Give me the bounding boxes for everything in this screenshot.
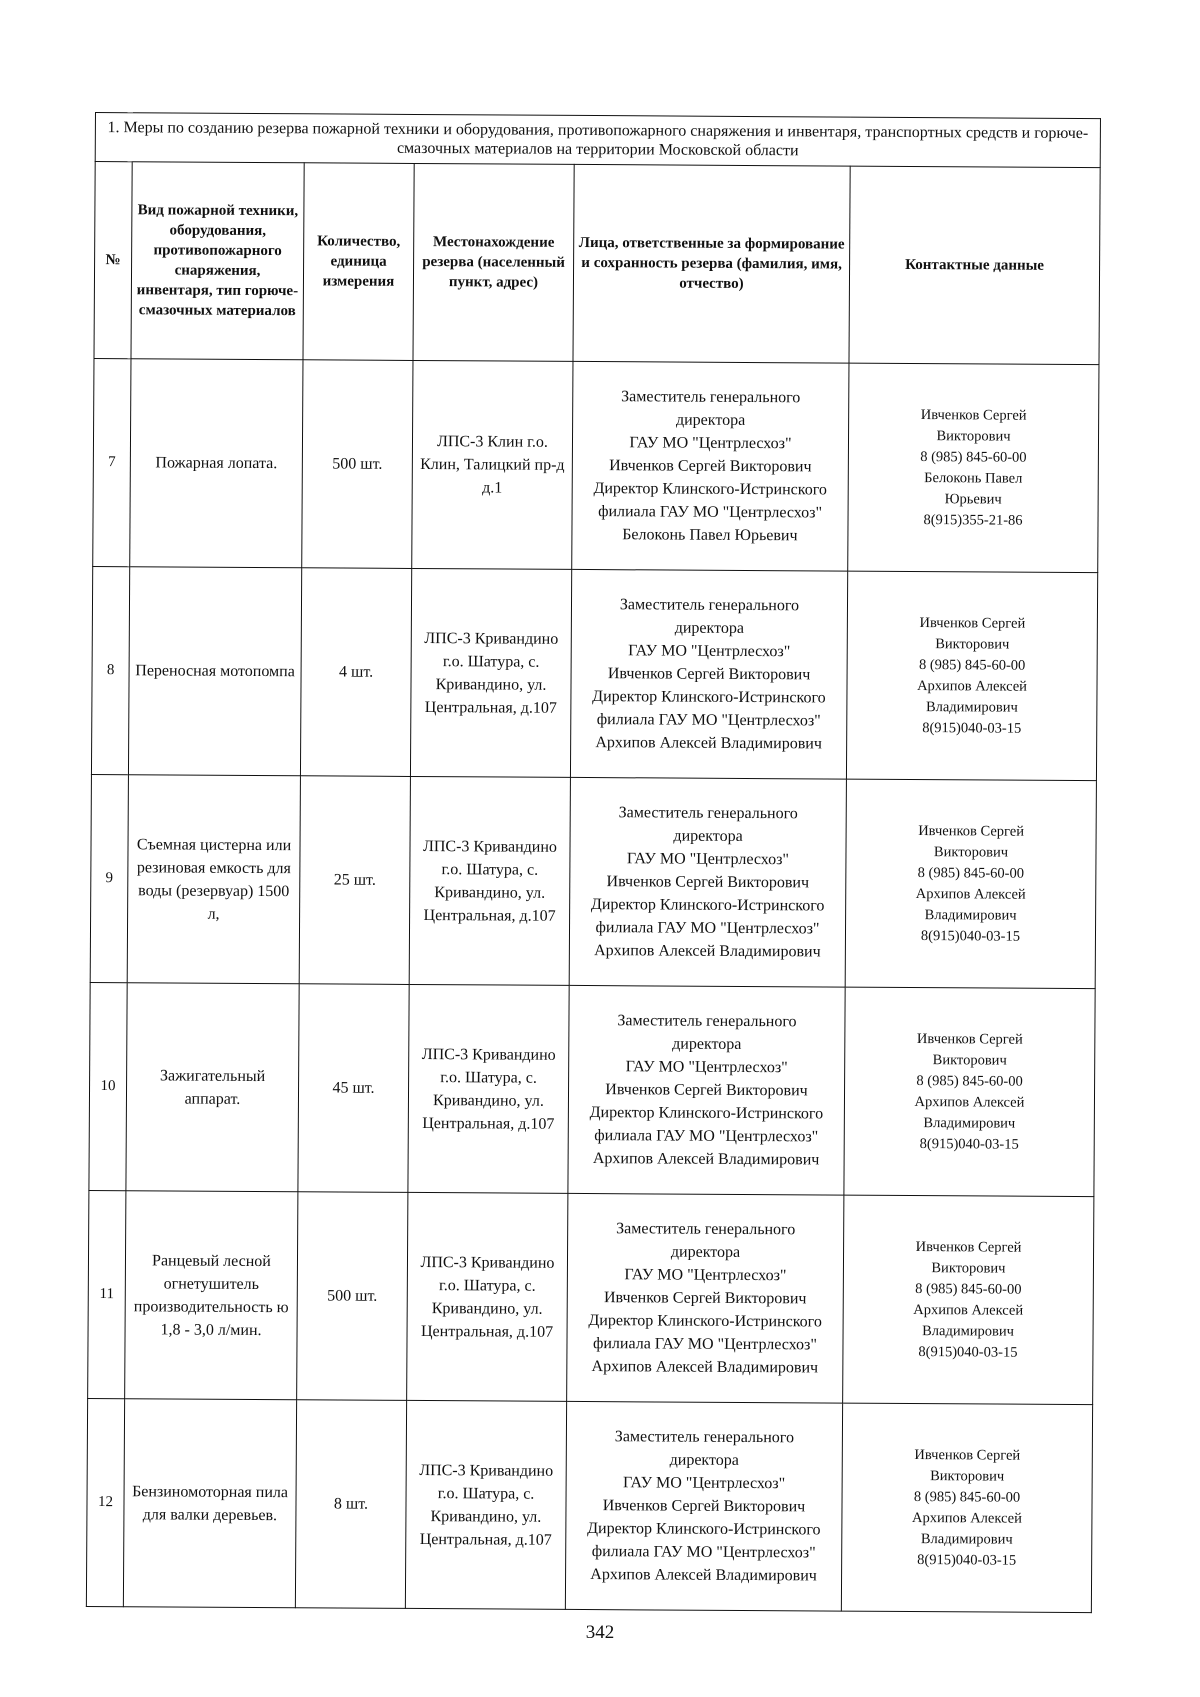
cell-responsible-line: филиала ГАУ МО "Центрлесхоз" (598, 503, 823, 522)
cell-responsible-line: Заместитель генерального (614, 1428, 795, 1447)
header-type: Вид пожарной техники, оборудования, противопожарного снаряжения, инвентаря, тип горюче-смазочных материалов (131, 162, 304, 360)
cell-responsible (565, 1401, 842, 1611)
cell-location: ЛПС-3 Кривандино г.о. Шатура, с. Кривандино, ул. Центральная, д.107 (410, 568, 571, 777)
cell-contacts-line: Белоконь Павел (924, 469, 1023, 487)
cell-contacts-line: 8 (985) 845-60-00 (913, 1488, 1021, 1506)
cell-contacts-line: 8 (985) 845-60-00 (916, 1072, 1023, 1090)
cell-type: Зажигательный аппарат. (126, 983, 299, 1192)
header-responsible: Лица, ответственные за формирование и сохранность резерва (фамилия, имя, отчество) (573, 164, 850, 363)
cell-contacts-line: 8(915)040-03-15 (918, 1343, 1018, 1361)
table-row (90, 774, 1096, 988)
cell-type: Съемная цистерна или резиновая емкость для воды (резервуар) 1500 л, (127, 775, 300, 984)
cell-responsible-line: директора (674, 619, 745, 637)
table-body (86, 358, 1099, 1612)
cell-contacts-line: Архипов Алексей (911, 1509, 1022, 1527)
cell-responsible-line: директора (669, 1451, 739, 1469)
cell-responsible-line: Заместитель генерального (618, 804, 798, 823)
cell-contacts (846, 571, 1097, 781)
cell-contacts-line: 8 (985) 845-60-00 (918, 656, 1026, 674)
cell-contacts-line: Ивченков Сергей (914, 1446, 1021, 1464)
cell-contacts-line: Архипов Алексей (913, 1301, 1024, 1319)
cell-contacts-line: Архипов Алексей (917, 677, 1027, 695)
cell-type: Переносная мотопомпа (128, 567, 301, 776)
cell-quantity: 25 шт. (299, 776, 410, 985)
cell-responsible (572, 361, 849, 571)
cell-responsible-line: Заместитель генерального (619, 596, 800, 615)
cell-responsible-line: ГАУ МО "Центрлесхоз" (628, 642, 791, 661)
cell-contacts-line: Ивченков Сергей (916, 1030, 1023, 1048)
cell-responsible-line: филиала ГАУ МО "Центрлесхоз" (592, 1335, 817, 1354)
cell-responsible-line: директора (675, 411, 746, 429)
cell-responsible (568, 985, 845, 1195)
cell-contacts (845, 779, 1096, 989)
cell-number: 10 (89, 982, 127, 1190)
cell-responsible-line: Ивченков Сергей Викторович (606, 873, 810, 892)
cell-responsible-line: Ивченков Сергей Викторович (602, 1497, 806, 1516)
cell-responsible-line: филиала ГАУ МО "Центрлесхоз" (595, 919, 820, 938)
cell-number: 8 (91, 566, 129, 774)
cell-responsible-line: Ивченков Сергей Викторович (609, 457, 812, 476)
cell-contacts (848, 363, 1099, 573)
cell-responsible-line: Директор Клинского-Истринского (593, 480, 827, 499)
cell-responsible-line: ГАУ МО "Центрлесхоз" (626, 850, 790, 869)
cell-responsible-line: директора (673, 827, 743, 845)
cell-contacts (844, 987, 1095, 1197)
cell-responsible-line: филиала ГАУ МО "Центрлесхоз" (591, 1543, 816, 1562)
cell-contacts-line: 8(915)040-03-15 (919, 1135, 1019, 1153)
cell-quantity: 500 шт. (302, 360, 413, 569)
cell-responsible-line: Директор Клинского-Истринского (588, 1312, 822, 1331)
table-row (86, 1398, 1092, 1612)
cell-responsible-line: Директор Клинского-Истринского (592, 688, 826, 707)
cell-contacts-line: Владимирович (924, 906, 1017, 924)
cell-type: Ранцевый лесной огнетушитель производительность ю 1,8 - 3,0 л/мин. (125, 1191, 298, 1400)
cell-responsible (570, 569, 847, 779)
table-row (88, 1190, 1094, 1404)
cell-responsible-line: Директор Клинского-Истринского (589, 1104, 824, 1123)
cell-responsible-line: Архипов Алексей Владимирович (591, 1358, 819, 1377)
cell-responsible-line: директора (672, 1035, 742, 1053)
cell-contacts-line: Ивченков Сергей (919, 614, 1026, 632)
cell-responsible (569, 777, 846, 987)
table-row (91, 566, 1097, 780)
cell-contacts-line: Владимирович (925, 698, 1018, 716)
cell-responsible-line: Директор Клинского-Истринского (590, 896, 825, 915)
cell-contacts-line: Викторович (935, 635, 1010, 653)
cell-contacts-line: Викторович (931, 1259, 1006, 1277)
cell-contacts-line: Викторович (936, 427, 1011, 445)
cell-responsible-line: Архипов Алексей Владимирович (592, 1150, 820, 1169)
cell-type: Пожарная лопата. (130, 359, 303, 568)
cell-contacts (843, 1195, 1094, 1405)
cell-responsible-line: Ивченков Сергей Викторович (603, 1289, 807, 1308)
cell-responsible-line: ГАУ МО "Центрлесхоз" (625, 1058, 788, 1077)
cell-type: Бензиномоторная пила для валки деревьев. (123, 1399, 296, 1608)
cell-contacts-line: Владимирович (923, 1114, 1016, 1132)
cell-contacts-line: 8(915)040-03-15 (920, 927, 1021, 945)
reserve-table (86, 112, 1101, 1613)
document-page (95, 112, 1100, 1607)
header-location: Местонахождение резерва (населенный пункт, адрес) (413, 163, 574, 361)
header-quantity: Количество, единица измерения (303, 163, 414, 361)
cell-location: ЛПС-3 Кривандино г.о. Шатура, с. Кривандино, ул. Центральная, д.107 (409, 776, 570, 985)
cell-responsible-line: ГАУ МО "Центрлесхоз" (624, 1266, 787, 1285)
cell-contacts-line: 8(915)355-21-86 (923, 511, 1023, 529)
cell-responsible-line: директора (670, 1243, 741, 1261)
cell-quantity: 45 шт. (298, 984, 409, 1193)
cell-quantity: 500 шт. (297, 1192, 408, 1401)
cell-responsible-line: ГАУ МО "Центрлесхоз" (629, 434, 792, 453)
cell-number: 9 (90, 774, 128, 982)
cell-contacts-line: Викторович (932, 1051, 1007, 1069)
cell-quantity: 8 шт. (295, 1400, 406, 1609)
cell-number: 7 (93, 358, 131, 566)
cell-responsible-line: филиала ГАУ МО "Центрлесхоз" (594, 1127, 819, 1146)
cell-contacts-line: Архипов Алексей (915, 885, 1026, 903)
cell-number: 11 (88, 1190, 126, 1398)
cell-location: ЛПС-3 Кривандино г.о. Шатура, с. Кривандино, ул. Центральная, д.107 (408, 984, 569, 1193)
cell-contacts-line: 8 (985) 845-60-00 (917, 864, 1025, 882)
cell-contacts-line: Владимирович (922, 1322, 1015, 1340)
cell-location: ЛПС-3 Кривандино г.о. Шатура, с. Кривандино, ул. Центральная, д.107 (407, 1192, 568, 1401)
cell-location: ЛПС-3 Клин г.о. Клин, Талицкий пр-д д.1 (412, 360, 573, 569)
cell-contacts-line: Ивченков Сергей (920, 406, 1027, 424)
cell-contacts-line: Викторович (930, 1467, 1005, 1485)
cell-contacts (841, 1403, 1092, 1613)
cell-responsible-line: филиала ГАУ МО "Центрлесхоз" (596, 711, 821, 730)
cell-quantity: 4 шт. (300, 568, 411, 777)
cell-responsible-line: Ивченков Сергей Викторович (607, 665, 811, 684)
cell-responsible-line: Заместитель генерального (617, 1012, 797, 1031)
cell-contacts-line: Архипов Алексей (914, 1093, 1025, 1111)
header-contacts: Контактные данные (849, 166, 1100, 365)
cell-contacts-line: 8(915)040-03-15 (917, 1551, 1017, 1569)
cell-contacts-line: 8 (985) 845-60-00 (915, 1280, 1022, 1298)
cell-responsible-line: Белоконь Павел Юрьевич (622, 526, 798, 545)
cell-contacts-line: Юрьевич (944, 490, 1002, 508)
table-row (89, 982, 1095, 1196)
cell-responsible-line: Заместитель генерального (621, 388, 801, 407)
cell-contacts-line: Владимирович (920, 1530, 1013, 1548)
cell-responsible-line: Ивченков Сергей Викторович (605, 1081, 808, 1100)
cell-number: 12 (86, 1398, 124, 1606)
cell-location: ЛПС-3 Кривандино г.о. Шатура, с. Кривандино, ул. Центральная, д.107 (405, 1400, 566, 1609)
cell-contacts-line: Викторович (933, 843, 1009, 861)
cell-contacts-line: Ивченков Сергей (918, 822, 1025, 840)
cell-contacts-line: Ивченков Сергей (915, 1238, 1022, 1256)
cell-responsible-line: Директор Клинского-Истринского (587, 1520, 821, 1539)
cell-responsible-line: Архипов Алексей Владимирович (594, 942, 821, 961)
page-number: 342 (585, 1622, 615, 1643)
cell-responsible-line: Заместитель генерального (616, 1220, 796, 1239)
cell-contacts-line: 8(915)040-03-15 (922, 719, 1022, 737)
cell-responsible-line: Архипов Алексей Владимирович (590, 1566, 817, 1585)
cell-responsible-line: Архипов Алексей Владимирович (595, 734, 822, 753)
header-number: № (94, 162, 132, 359)
section-title: 1. Меры по созданию резерва пожарной техники и оборудования, противопожарного снаряжения и инвентаря, транспортных средств и горюче-смазочных материалов на территории Московской области (95, 113, 1100, 168)
cell-responsible-line: ГАУ МО "Центрлесхоз" (623, 1474, 786, 1493)
table-row (93, 358, 1099, 572)
cell-responsible (567, 1193, 844, 1403)
cell-contacts-line: 8 (985) 845-60-00 (920, 448, 1027, 466)
